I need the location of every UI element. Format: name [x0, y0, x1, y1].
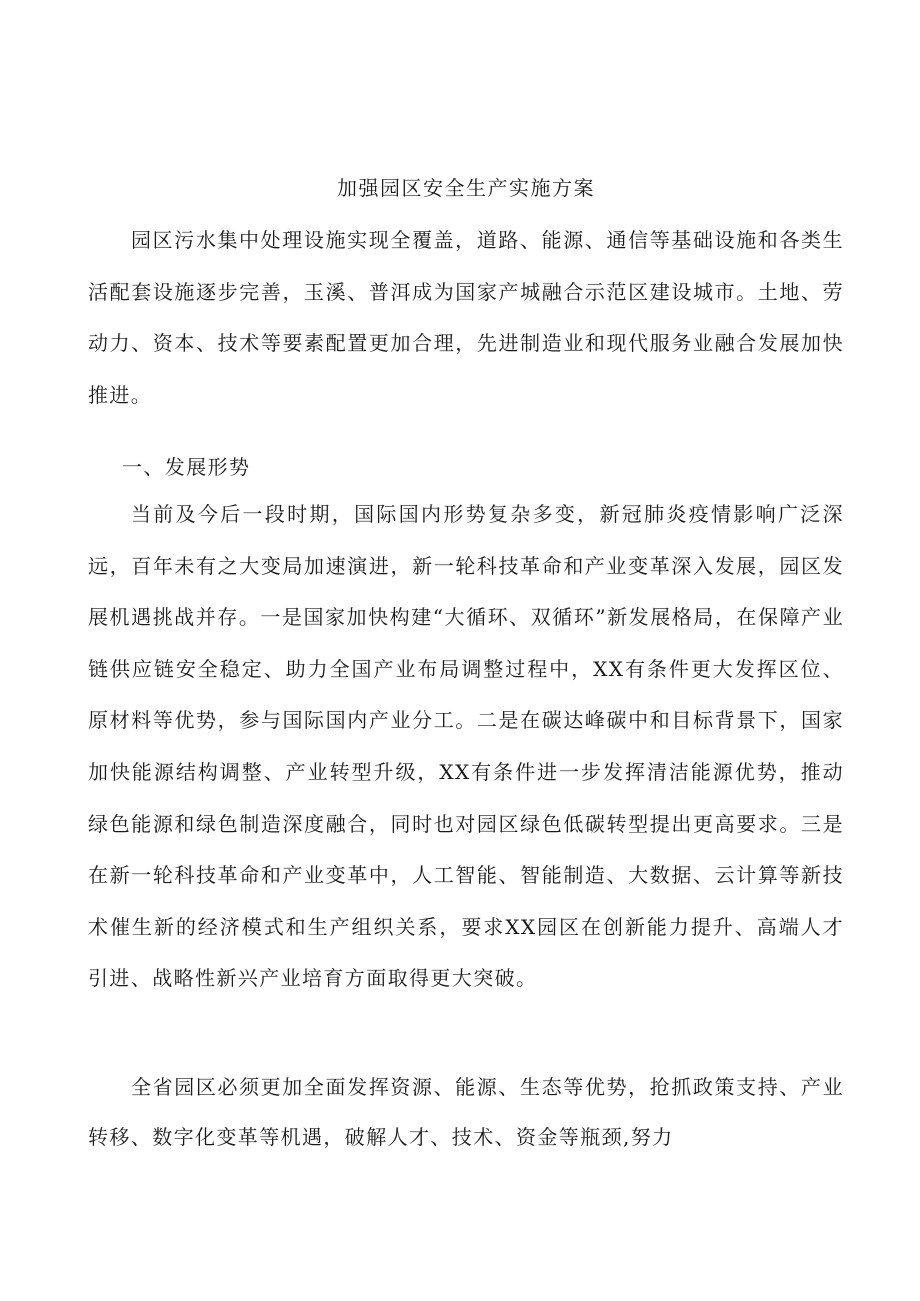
- section-paragraph: 全省园区必须更加全面发挥资源、能源、生态等优势，抢抓政策支持、产业转移、数字化变革等机遇，破解人才、技术、资金等瓶颈,努力: [88, 1075, 844, 1149]
- section-heading: 一、发展形势: [122, 455, 251, 479]
- section-paragraph: 当前及今后一段时期，国际国内形势复杂多变，新冠肺炎疫情影响广泛深远，百年未有之大变局加速演进，新一轮科技革命和产业变革深入发展，园区发展机遇挑战并存。一是国家加快构建“大循环、双循环”新发展格局，在保障产业链供应链安全稳定、助力全国产业布局调整过程中，XX有条件更大发挥区位、原材料等优势，参与国际国内产业分工。二是在碳达峰碳中和目标背景下，国家加快能源结构调整、产业转型升级，XX有条件进一步发挥清洁能源优势，推动绿色能源和绿色制造深度融合，同时也对园区绿色低碳转型提出更高要求。三是在新一轮科技革命和产业变革中，人工智能、智能制造、大数据、云计算等新技术催生新的经济模式和生产组织关系，要求XX园区在创新能力提升、高端人才引进、战略性新兴产业培育方面取得更大突破。: [88, 502, 844, 991]
- intro-paragraph: 园区污水集中处理设施实现全覆盖，道路、能源、通信等基础设施和各类生活配套设施逐步完善，玉溪、普洱成为国家产城融合示范区建设城市。土地、劳动力、资本、技术等要素配置更加合理，先进制造业和现代服务业融合发展加快推进。: [88, 228, 844, 407]
- document-title: 加强园区安全生产实施方案: [337, 176, 595, 200]
